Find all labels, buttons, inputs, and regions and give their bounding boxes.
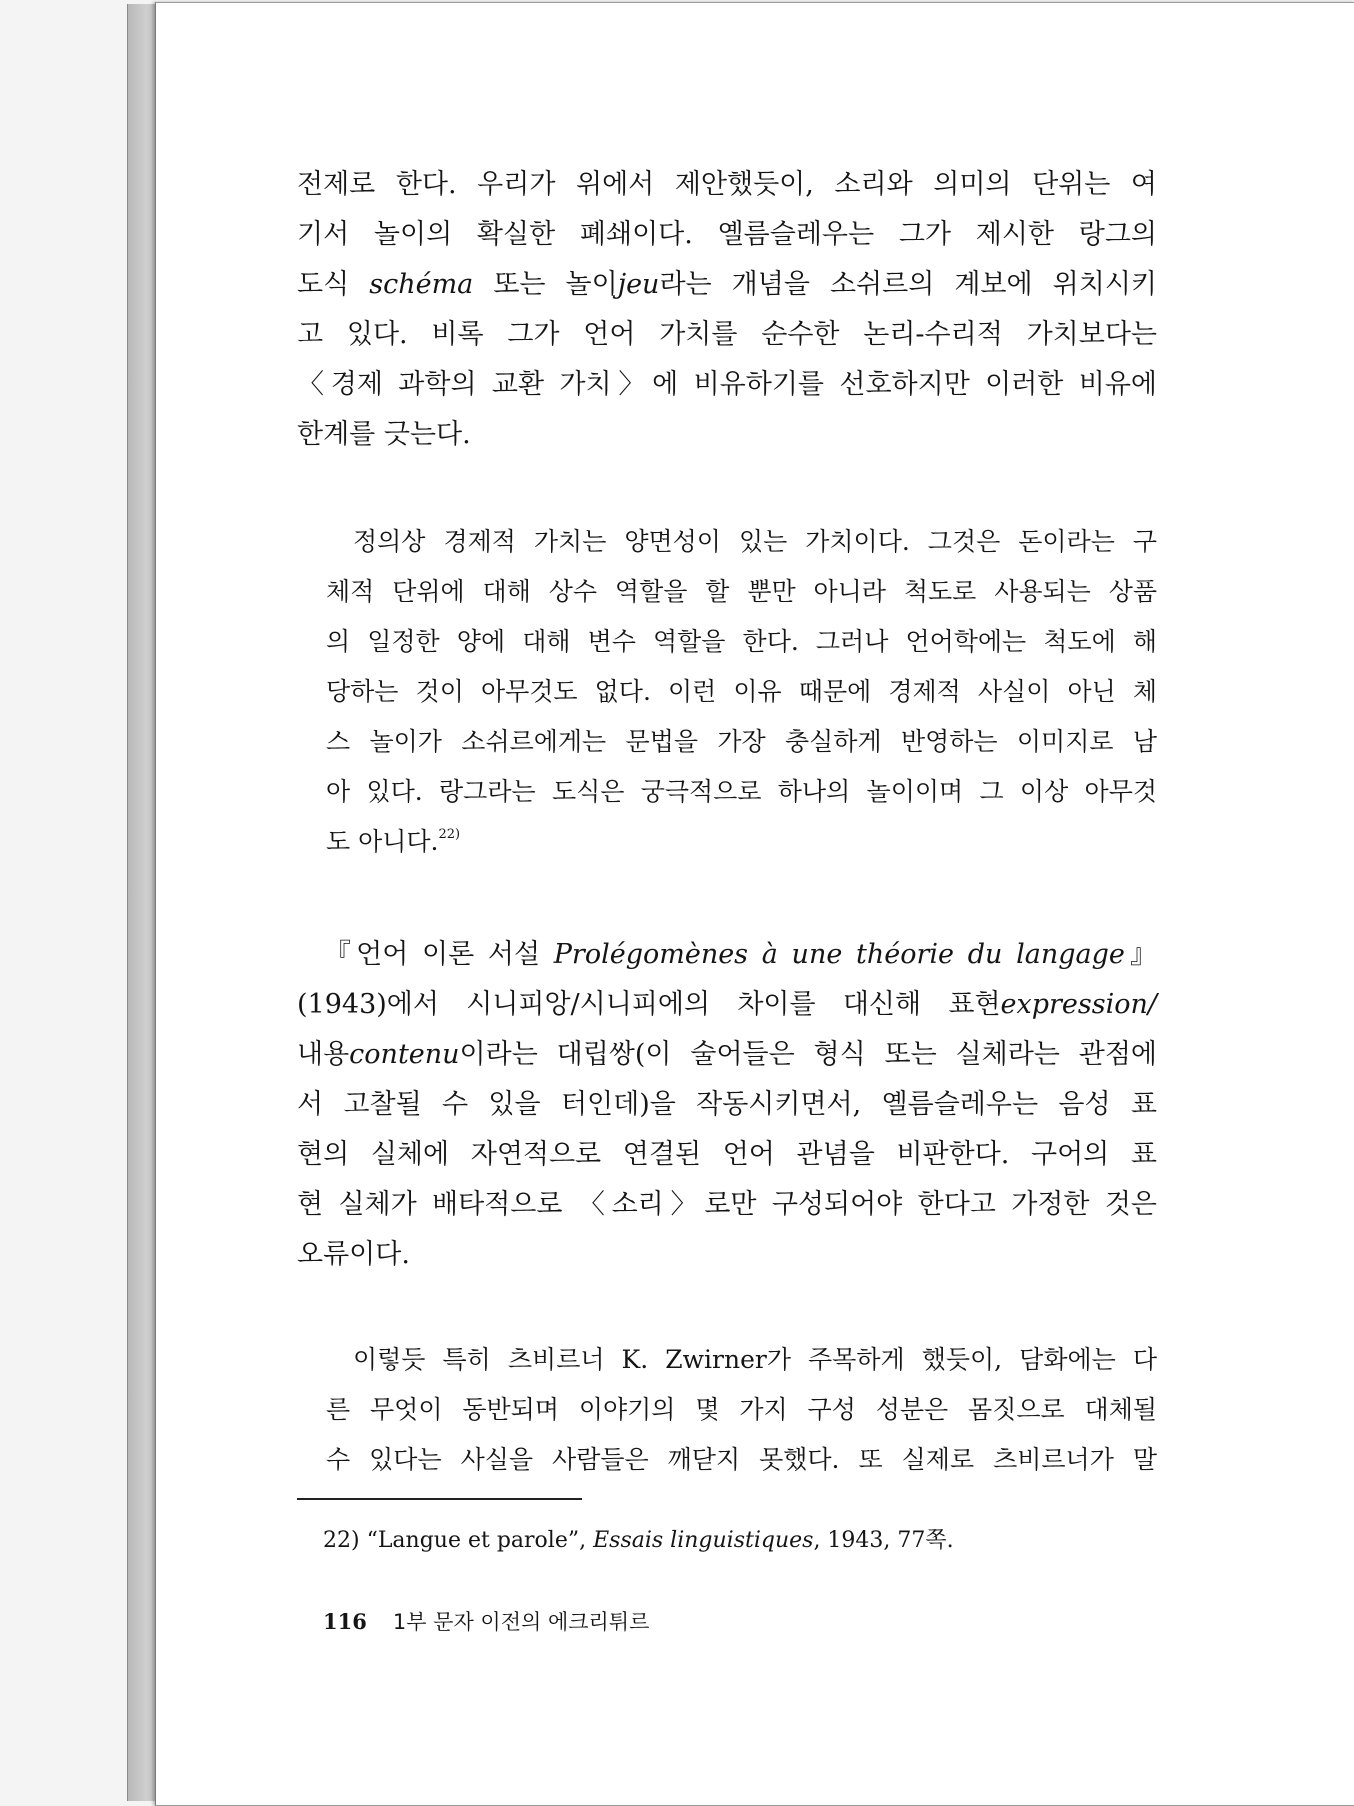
block-quote-1: [326, 517, 1157, 867]
footnote-divider: [297, 1498, 582, 1500]
footnote-source: “Langue et parole”,: [366, 1528, 594, 1553]
text-line: 서 고찰될 수 있을 터인데)을 작동시키면서, 옐름슬레우는 음성 표: [297, 1089, 1157, 1120]
book-page: [155, 2, 1354, 1806]
footnote-number: 22): [323, 1528, 360, 1553]
text-line: 『언어 이론 서설 Prolégomènes à une théorie du langage』: [324, 939, 1158, 970]
text-line: 내용contenu이라는 대립쌍(이 술어들은 형식 또는 실체라는 관점에: [297, 1039, 1157, 1070]
text-line: 도식 schéma 또는 놀이jeu라는 개념을 소쉬르의 계보에 위치시키: [297, 269, 1157, 300]
footnote-reference[interactable]: 22): [438, 827, 461, 842]
text-line: 현의 실체에 자연적으로 연결된 언어 관념을 비판한다. 구어의 표: [297, 1139, 1157, 1170]
text-line: 현 실체가 배타적으로 〈소리〉로만 구성되어야 한다고 가정한 것은: [297, 1189, 1157, 1220]
footnote-details: , 1943, 77쪽.: [813, 1528, 954, 1553]
text-line: 한계를 긋는다.: [297, 419, 471, 450]
footnote-22: [323, 1523, 954, 1554]
body-paragraph-2: [297, 930, 1157, 1280]
text-line: 〈경제 과학의 교환 가치〉에 비유하기를 선호하지만 이러한 비유에: [297, 369, 1157, 400]
quote-line: 정의상 경제적 가치는 양면성이 있는 가치이다. 그것은 돈이라는 구: [353, 527, 1157, 556]
quote-line: 스 놀이가 소쉬르에게는 문법을 가장 충실하게 반영하는 이미지로 남: [326, 727, 1157, 756]
block-quote-2: [326, 1335, 1157, 1485]
running-head: 1부 문자 이전의 에크리튀르: [392, 1610, 650, 1634]
quote-line: 도 아니다.$^{22)}$: [326, 827, 461, 856]
quote-line: 아 있다. 랑그라는 도식은 궁극적으로 하나의 놀이이며 그 이상 아무것: [326, 777, 1157, 806]
quote-line: 이렇듯 특히 츠비르너 K. Zwirner가 주목하게 했듯이, 담화에는 다: [353, 1345, 1157, 1374]
quote-line: 당하는 것이 아무것도 없다. 이런 이유 때문에 경제적 사실이 아닌 체: [326, 677, 1157, 706]
quote-line: 른 무엇이 동반되며 이야기의 몇 가지 구성 성분은 몸짓으로 대체될: [326, 1395, 1157, 1424]
quote-line: 의 일정한 양에 대해 변수 역할을 한다. 그러나 언어학에는 척도에 해: [326, 627, 1157, 656]
text-line: 고 있다. 비록 그가 언어 가치를 순수한 논리-수리적 가치보다는: [297, 319, 1157, 350]
text-line: (1943)에서 시니피앙/시니피에의 차이를 대신해 표현expression/: [297, 989, 1157, 1020]
page-footer: [323, 1606, 649, 1636]
page-number: 116: [323, 1609, 367, 1634]
book-spine: [127, 4, 158, 1801]
footnote-title: Essais linguistiques: [593, 1528, 814, 1553]
text-line: 기서 놀이의 확실한 폐쇄이다. 옐름슬레우는 그가 제시한 랑그의: [297, 219, 1157, 250]
quote-line: 체적 단위에 대해 상수 역할을 할 뿐만 아니라 척도로 사용되는 상품: [326, 577, 1157, 606]
quote-line: 수 있다는 사실을 사람들은 깨닫지 못했다. 또 실제로 츠비르너가 말: [326, 1445, 1157, 1474]
body-paragraph-1: [297, 160, 1157, 460]
text-line: 전제로 한다. 우리가 위에서 제안했듯이, 소리와 의미의 단위는 여: [297, 169, 1157, 200]
text-line: 오류이다.: [297, 1239, 410, 1270]
